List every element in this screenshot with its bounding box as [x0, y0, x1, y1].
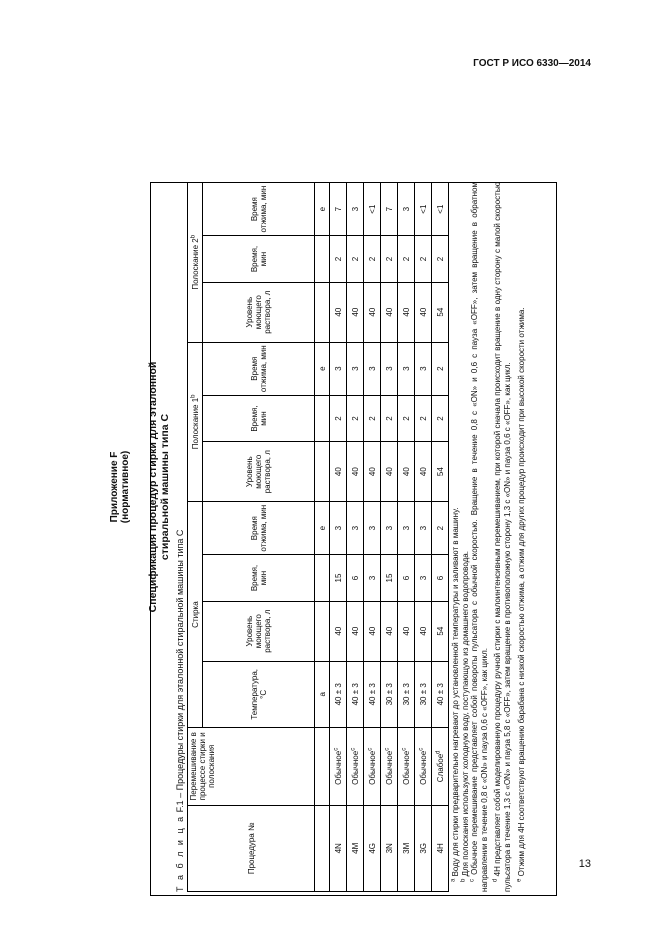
footnote-a: $^a$ Воду для стирки предварительно нагревают до установленной температуры и заливают в машину.	[450, 507, 460, 882]
cell-temp: 40 ± 3	[364, 661, 381, 727]
col-wash-level: Уровень моющего раствора, л	[203, 601, 315, 661]
table-row	[415, 183, 432, 892]
col-r1-time: Время, мин	[203, 395, 315, 442]
cell-w-spin: 3	[415, 502, 432, 555]
cell-w-level: 40	[398, 601, 415, 661]
cell-agitation: Обычное$^c$	[347, 728, 364, 806]
cell-r1-level: 40	[398, 442, 415, 502]
appendix-subtitle: (нормативное)	[120, 450, 131, 524]
cell-r1-spin: 3	[381, 342, 398, 395]
cell-w-level: 40	[415, 601, 432, 661]
cell-r1-spin: 3	[364, 342, 381, 395]
cell-r1-spin: 3	[347, 342, 364, 395]
col-wash-spin: Время отжима, мин	[203, 502, 315, 555]
table-row	[364, 183, 381, 892]
col-wash-time: Время, мин	[203, 555, 315, 602]
cell-w-time: 15	[330, 555, 347, 602]
cell-r2-level: 40	[330, 282, 347, 342]
table-row	[347, 183, 364, 892]
cell-r2-spin: 3	[398, 183, 415, 236]
cell-agitation: Обычное$^c$	[381, 728, 398, 806]
cell-w-level: 40	[347, 601, 364, 661]
cell-r1-time: 2	[381, 395, 398, 442]
cell-w-level: 40	[381, 601, 398, 661]
cell-r2-spin: <1	[415, 183, 432, 236]
col-r1-spin: Время отжима, мин	[203, 342, 315, 395]
cell-w-spin: 2	[432, 502, 449, 555]
cell-temp: 30 ± 3	[398, 661, 415, 727]
cell-r1-level: 40	[330, 442, 347, 502]
cell-w-spin: 3	[330, 502, 347, 555]
col-r1-level: Уровень моющего раствора, л	[203, 442, 315, 502]
cell-w-level: 54	[432, 601, 449, 661]
cell-r2-level: 40	[415, 282, 432, 342]
cell-r2-level: 54	[432, 282, 449, 342]
cell-proc: 4G	[364, 805, 381, 891]
cell-r2-spin: 7	[381, 183, 398, 236]
col-r2-spin: Время отжима, мин	[203, 183, 315, 236]
cell-temp: 30 ± 3	[381, 661, 398, 727]
cell-r2-time: 2	[347, 236, 364, 283]
table-caption-prefix: Т а б л и ц а	[175, 814, 185, 892]
cell-r1-time: 2	[364, 395, 381, 442]
section-title	[147, 82, 171, 892]
footnote-b: $^b$ Для полоскания используют холодную воду, поступающую из домашнего водопровода.	[459, 551, 470, 882]
cell-r2-spin: <1	[432, 183, 449, 236]
cell-agitation: Обычное$^c$	[398, 728, 415, 806]
cell-r2-spin: 7	[330, 183, 347, 236]
cell-r1-spin: 3	[415, 342, 432, 395]
cell-r1-spin: 3	[398, 342, 415, 395]
cell-r1-level: 40	[364, 442, 381, 502]
group-rinse2: Полоскание 2$^b$	[188, 183, 203, 343]
cell-proc: 4H	[432, 805, 449, 891]
cell-agitation: Слабое$^d$	[432, 728, 449, 806]
cell-temp: 30 ± 3	[415, 661, 432, 727]
footnotes	[451, 182, 526, 892]
cell-r1-level: 40	[381, 442, 398, 502]
group-rinse1: Полоскание 1$^b$	[188, 342, 203, 502]
cell-w-spin: 3	[381, 502, 398, 555]
cell-w-time: 3	[364, 555, 381, 602]
cell-r1-time: 2	[347, 395, 364, 442]
cell-r2-time: 2	[330, 236, 347, 283]
cell-proc: 3M	[398, 805, 415, 891]
cell-r2-level: 40	[398, 282, 415, 342]
cell-r1-level: 40	[347, 442, 364, 502]
cell-proc: 3N	[381, 805, 398, 891]
appendix-heading	[109, 82, 131, 892]
cell-r2-time: 2	[398, 236, 415, 283]
cell-r1-spin: 2	[432, 342, 449, 395]
table-row	[381, 183, 398, 892]
cell-r2-spin: <1	[364, 183, 381, 236]
col-procedure: Процедура №	[188, 805, 315, 891]
cell-agitation: Обычное$^c$	[415, 728, 432, 806]
index-r1-spin: e	[315, 342, 330, 395]
appendix-title: Приложение F	[109, 451, 120, 523]
index-temp: a	[315, 661, 330, 727]
cell-r1-level: 54	[432, 442, 449, 502]
group-wash: Стирка	[188, 502, 203, 728]
cell-agitation: Обычное$^c$	[364, 728, 381, 806]
cell-w-spin: 3	[398, 502, 415, 555]
cell-r1-time: 2	[398, 395, 415, 442]
cell-r2-time: 2	[415, 236, 432, 283]
section-title-line1: Спецификация процедур стирки для эталонной	[147, 361, 159, 613]
cell-r1-time: 2	[432, 395, 449, 442]
cell-r1-time: 2	[415, 395, 432, 442]
table-caption-text: F.1 – Процедуры стирки для эталонной стиральной машины типа С	[175, 529, 185, 815]
cell-agitation: Обычное$^c$	[330, 728, 347, 806]
cell-r1-spin: 3	[330, 342, 347, 395]
cell-r2-spin: 3	[347, 183, 364, 236]
cell-proc: 4N	[330, 805, 347, 891]
index-row	[315, 183, 330, 892]
cell-proc: 4M	[347, 805, 364, 891]
cell-w-time: 6	[347, 555, 364, 602]
cell-w-spin: 3	[347, 502, 364, 555]
cell-w-time: 15	[381, 555, 398, 602]
col-r2-time: Время, мин	[203, 236, 315, 283]
cell-r2-time: 2	[381, 236, 398, 283]
table-row	[330, 183, 347, 892]
page-number: 13	[578, 858, 591, 870]
cell-proc: 3G	[415, 805, 432, 891]
cell-r2-level: 40	[364, 282, 381, 342]
index-wash-spin: e	[315, 502, 330, 555]
cell-r2-time: 2	[364, 236, 381, 283]
procedures-table	[187, 182, 449, 892]
cell-r2-time: 2	[432, 236, 449, 283]
cell-w-time: 3	[415, 555, 432, 602]
footnote-e: $^e$ Отжим для 4H соответствуют вращению барабана с низкой скоростью отжима, а отжим для других процедур происходит при высокой скорости отжима.	[515, 307, 526, 882]
section-title-line2: стиральной машины типа C	[159, 413, 171, 561]
cell-w-time: 6	[432, 555, 449, 602]
rotated-content	[95, 82, 575, 892]
cell-w-spin: 3	[364, 502, 381, 555]
table-row	[398, 183, 415, 892]
cell-r1-level: 40	[415, 442, 432, 502]
col-agitation: Перемешивание в процессе стирки и полоскания	[188, 728, 315, 806]
cell-w-level: 40	[364, 601, 381, 661]
footnote-c: $^c$ Обычное перемешивание представляет собой повороты пульсатора с обычной скоростью. Вращение в течение 0,8 с «ON» и 0,6 с пауза «OFF», затем вращение в обратном направлении в течение 0,8 с «ON» и пауза 0,6 с «OFF», как цикл.	[469, 182, 489, 892]
cell-r2-level: 40	[347, 282, 364, 342]
col-r2-level: Уровень моющего раствора, л	[203, 282, 315, 342]
table-row	[432, 183, 449, 892]
cell-temp: 40 ± 3	[347, 661, 364, 727]
index-r2-spin: e	[315, 183, 330, 236]
cell-w-level: 40	[330, 601, 347, 661]
cell-r1-time: 2	[330, 395, 347, 442]
cell-temp: 40 ± 3	[330, 661, 347, 727]
standard-number: ГОСТ Р ИСО 6330—2014	[473, 58, 591, 69]
col-temperature: Температура, °C	[203, 661, 315, 727]
cell-temp: 40 ± 3	[432, 661, 449, 727]
table-caption	[175, 82, 185, 892]
cell-r2-level: 40	[381, 282, 398, 342]
footnote-d: $^d$ 4H представляет собой моделированную процедуру ручной стирки с малоинтенсивным перемешиванием, при которой сначала происходит вращение в одну сторону с малой скоростью пульсатора в течение 1,3 с «ON» и пауза 5,8 с «OFF», затем вращение в противоположную сторону 1,3 с «ON» и пауза 0,6 с «OFF», как цикл.	[492, 182, 512, 892]
cell-w-time: 6	[398, 555, 415, 602]
